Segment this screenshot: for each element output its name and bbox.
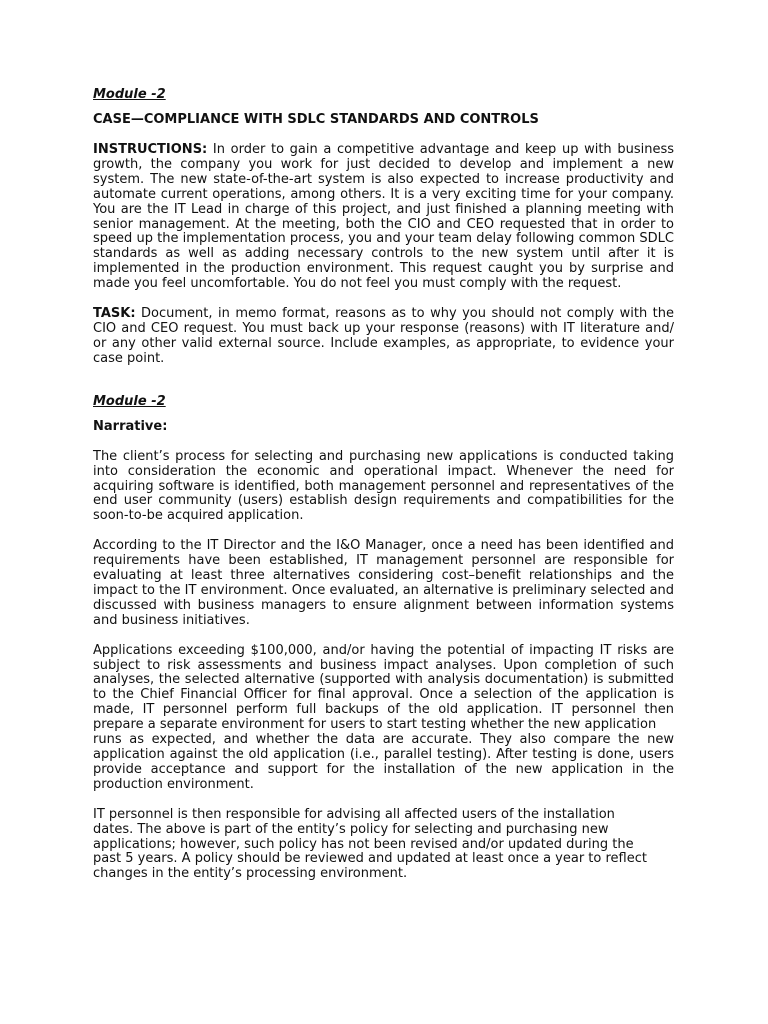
instructions-paragraph xyxy=(93,143,674,292)
narrative-paragraph-2: According to the IT Director and the I&O Manager, once a need has been identified and requirements have been established, IT management personnel are responsible for evaluating at least three alternatives considering cost–benefit relationships and the impact to the IT environment. Once evaluated, an alternative is preliminary selected and discussed with business managers to ensure alignment between information systems and business initiatives. xyxy=(93,538,674,628)
paragraph-4-line: changes in the entity’s processing environment. xyxy=(93,866,408,882)
narrative-paragraph-3b: runs as expected, and whether the data are accurate. They also compare the new application against the old application (i.e., parallel testing). After testing is done, users provide acceptance and support for the installation of the new application in the production environment. xyxy=(93,732,674,792)
case-title: CASE—COMPLIANCE WITH SDLC STANDARDS AND CONTROLS xyxy=(93,112,539,127)
module-title-2: Module -2 xyxy=(93,393,166,409)
instructions-label: INSTRUCTIONS: xyxy=(93,142,208,157)
task-label: TASK: xyxy=(93,306,136,322)
document-page xyxy=(93,86,674,882)
narrative-heading: Narrative: xyxy=(93,418,168,434)
paragraph-4-line: dates. The above is part of the entity’s policy for selecting and purchasing new xyxy=(93,821,609,837)
paragraph-4-line: past 5 years. A policy should be reviewed and updated at least once a year to reflect xyxy=(93,851,647,867)
narrative-paragraph-3a: Applications exceeding $100,000, and/or having the potential of impacting IT risks are subject to risk assessments and business impact analyses. Upon completion of such analyses, the selected alternative (supported with analysis documentation) is submitted to the Chief Financial Officer for final approval. Once a selection of the application is made, IT personnel perform full backups of the old application. IT personnel then prepare a separate environment for users to start testing whether the new application xyxy=(93,642,674,733)
narrative-paragraph-1: The client’s process for selecting and purchasing new applications is conducted taking into consideration the economic and operational impact. Whenever the need for acquiring software is identified, both management personnel and representatives of the end user community (users) establish design requirements and compatibilities for the soon-to-be acquired application. xyxy=(93,448,674,524)
paragraph-4-line: IT personnel is then responsible for advising all affected users of the installation xyxy=(93,806,615,822)
task-paragraph xyxy=(93,307,674,367)
instructions-text: In order to gain a competitive advantage and keep up with business growth, the company you work for just decided to develop and implement a new system. The new state-of-the-art system is also expected to increase productivity and automate current operations, among others. It is a very exciting time for your company. You are the IT Lead in charge of this project, and just finished a planning meeting with senior management. At the meeting, both the CIO and CEO requested that in order to speed up the implementation process, you and your team delay following common SDLC standards as well as adding necessary controls to the new system until after it is implemented in the production environment. This request caught you by surprise and made you feel uncomfortable. You do not feel you must comply with the request. xyxy=(93,142,674,292)
narrative-paragraph-4 xyxy=(93,808,674,883)
paragraph-4-line: applications; however, such policy has not been revised and/or updated during the xyxy=(93,836,634,852)
module-title: Module -2 xyxy=(93,87,166,102)
task-text: Document, in memo format, reasons as to why you should not comply with the CIO and CEO request. You must back up your response (reasons) with IT literature and/ or any other valid external source. Include examples, as appropriate, to evidence your case point. xyxy=(93,306,674,366)
